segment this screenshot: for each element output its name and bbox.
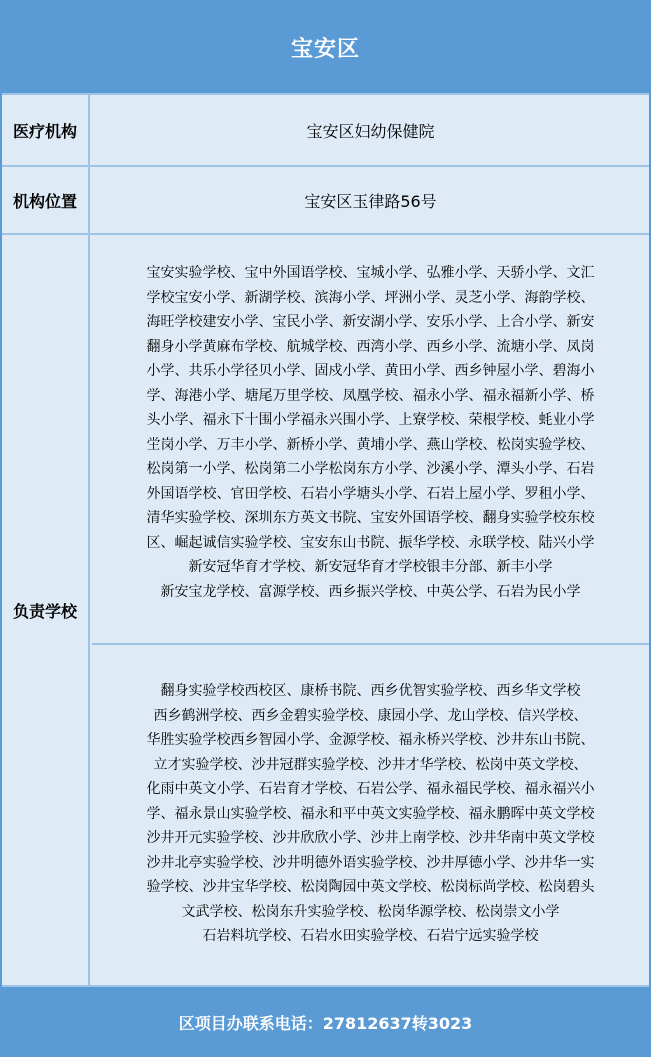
schools-list-primary: 宝安实验学校、宝中外国语学校、宝城小学、弘雅小学、天骄小学、文汇 学校宝安小学、新湖学校、滨海小学、坪洲小学、灵芝小学、海韵学校、 海旺学校建安小学、宝民小学、新安湖小学、安乐小学、上合小学、新安 翻身小学黄麻布学校、航城学校、西湾小学、西乡小学、流塘小学、凤岗 小学、共乐小学径贝小学、固戍小学、黄田小学、西乡钟屋小学、碧海小 学、海港小学、塘尾万里学校、凤凰学校、福永小学、福永福新小学、桥 头小学、福永下十围小学福永兴围小学、上寮学校、荣根学校、蚝业小学 坣岗小学、万丰小学、新桥小学、黄埔小学、燕山学校、松岗实验学校、 松岗第一小学、松岗第二小学松岗东方小学、沙溪小学、潭头小学、石岩 外国语学校、官田学校、石岩小学塘头小学、石岩上屋小学、罗租小学、 清华实验学校、深圳东方英文书院、宝安外国语学校、翻身实验学校东校 区、崛起诚信实验学校、宝安东山书院、振华学校、永联学校、陆兴小学 新安冠华育才学校、新安冠华育才学校银丰分部、新丰小学 新安宝龙学校、富源学校、西乡振兴学校、中英公学、石岩为民小学 [146,265,595,600]
schools-divider [92,643,649,645]
institution-row [2,93,649,165]
schools-row [2,233,649,985]
contact-footer: 区项目办联系电话：27812637转3023 [2,985,649,1057]
institution-value: 宝安区妇幼保健院 [306,121,435,141]
location-value: 宝安区玉律路56号 [304,191,437,211]
schools-label: 负责学校 [2,235,90,985]
location-row [2,165,649,233]
schools-list-secondary: 翻身实验学校西校区、康桥书院、西乡优智实验学校、西乡华文学校 西乡鹤洲学校、西乡金碧实验学校、康园小学、龙山学校、信兴学校、 华胜实验学校西乡智园小学、金源学校、福永桥兴学校、沙井东山书院、 立才实验学校、沙井冠群实验学校、沙井才华学校、松岗中英文学校、 化雨中英文小学、石岩育才学校、石岩公学、福永福民学校、福永福兴小 学、福永景山实验学校、福永和平中英文实验学校、福永鹏晖中英文学校 沙井开元实验学校、沙井欣欣小学、沙井上南学校、沙井华南中英文学校 沙井北亭实验学校、沙井明德外语实验学校、沙井厚德小学、沙井华一实 验学校、沙井宝华学校、松岗陶园中英文学校、松岗标尚学校、松岗碧头 文武学校、松岗东升实验学校、松岗华源学校、松岗崇文小学 石岩料坑学校、石岩水田实验学校、石岩宁远实验学校 [146,683,595,944]
location-label: 机构位置 [2,167,90,233]
institution-label: 医疗机构 [2,95,90,165]
district-title: 宝安区 [2,2,649,93]
